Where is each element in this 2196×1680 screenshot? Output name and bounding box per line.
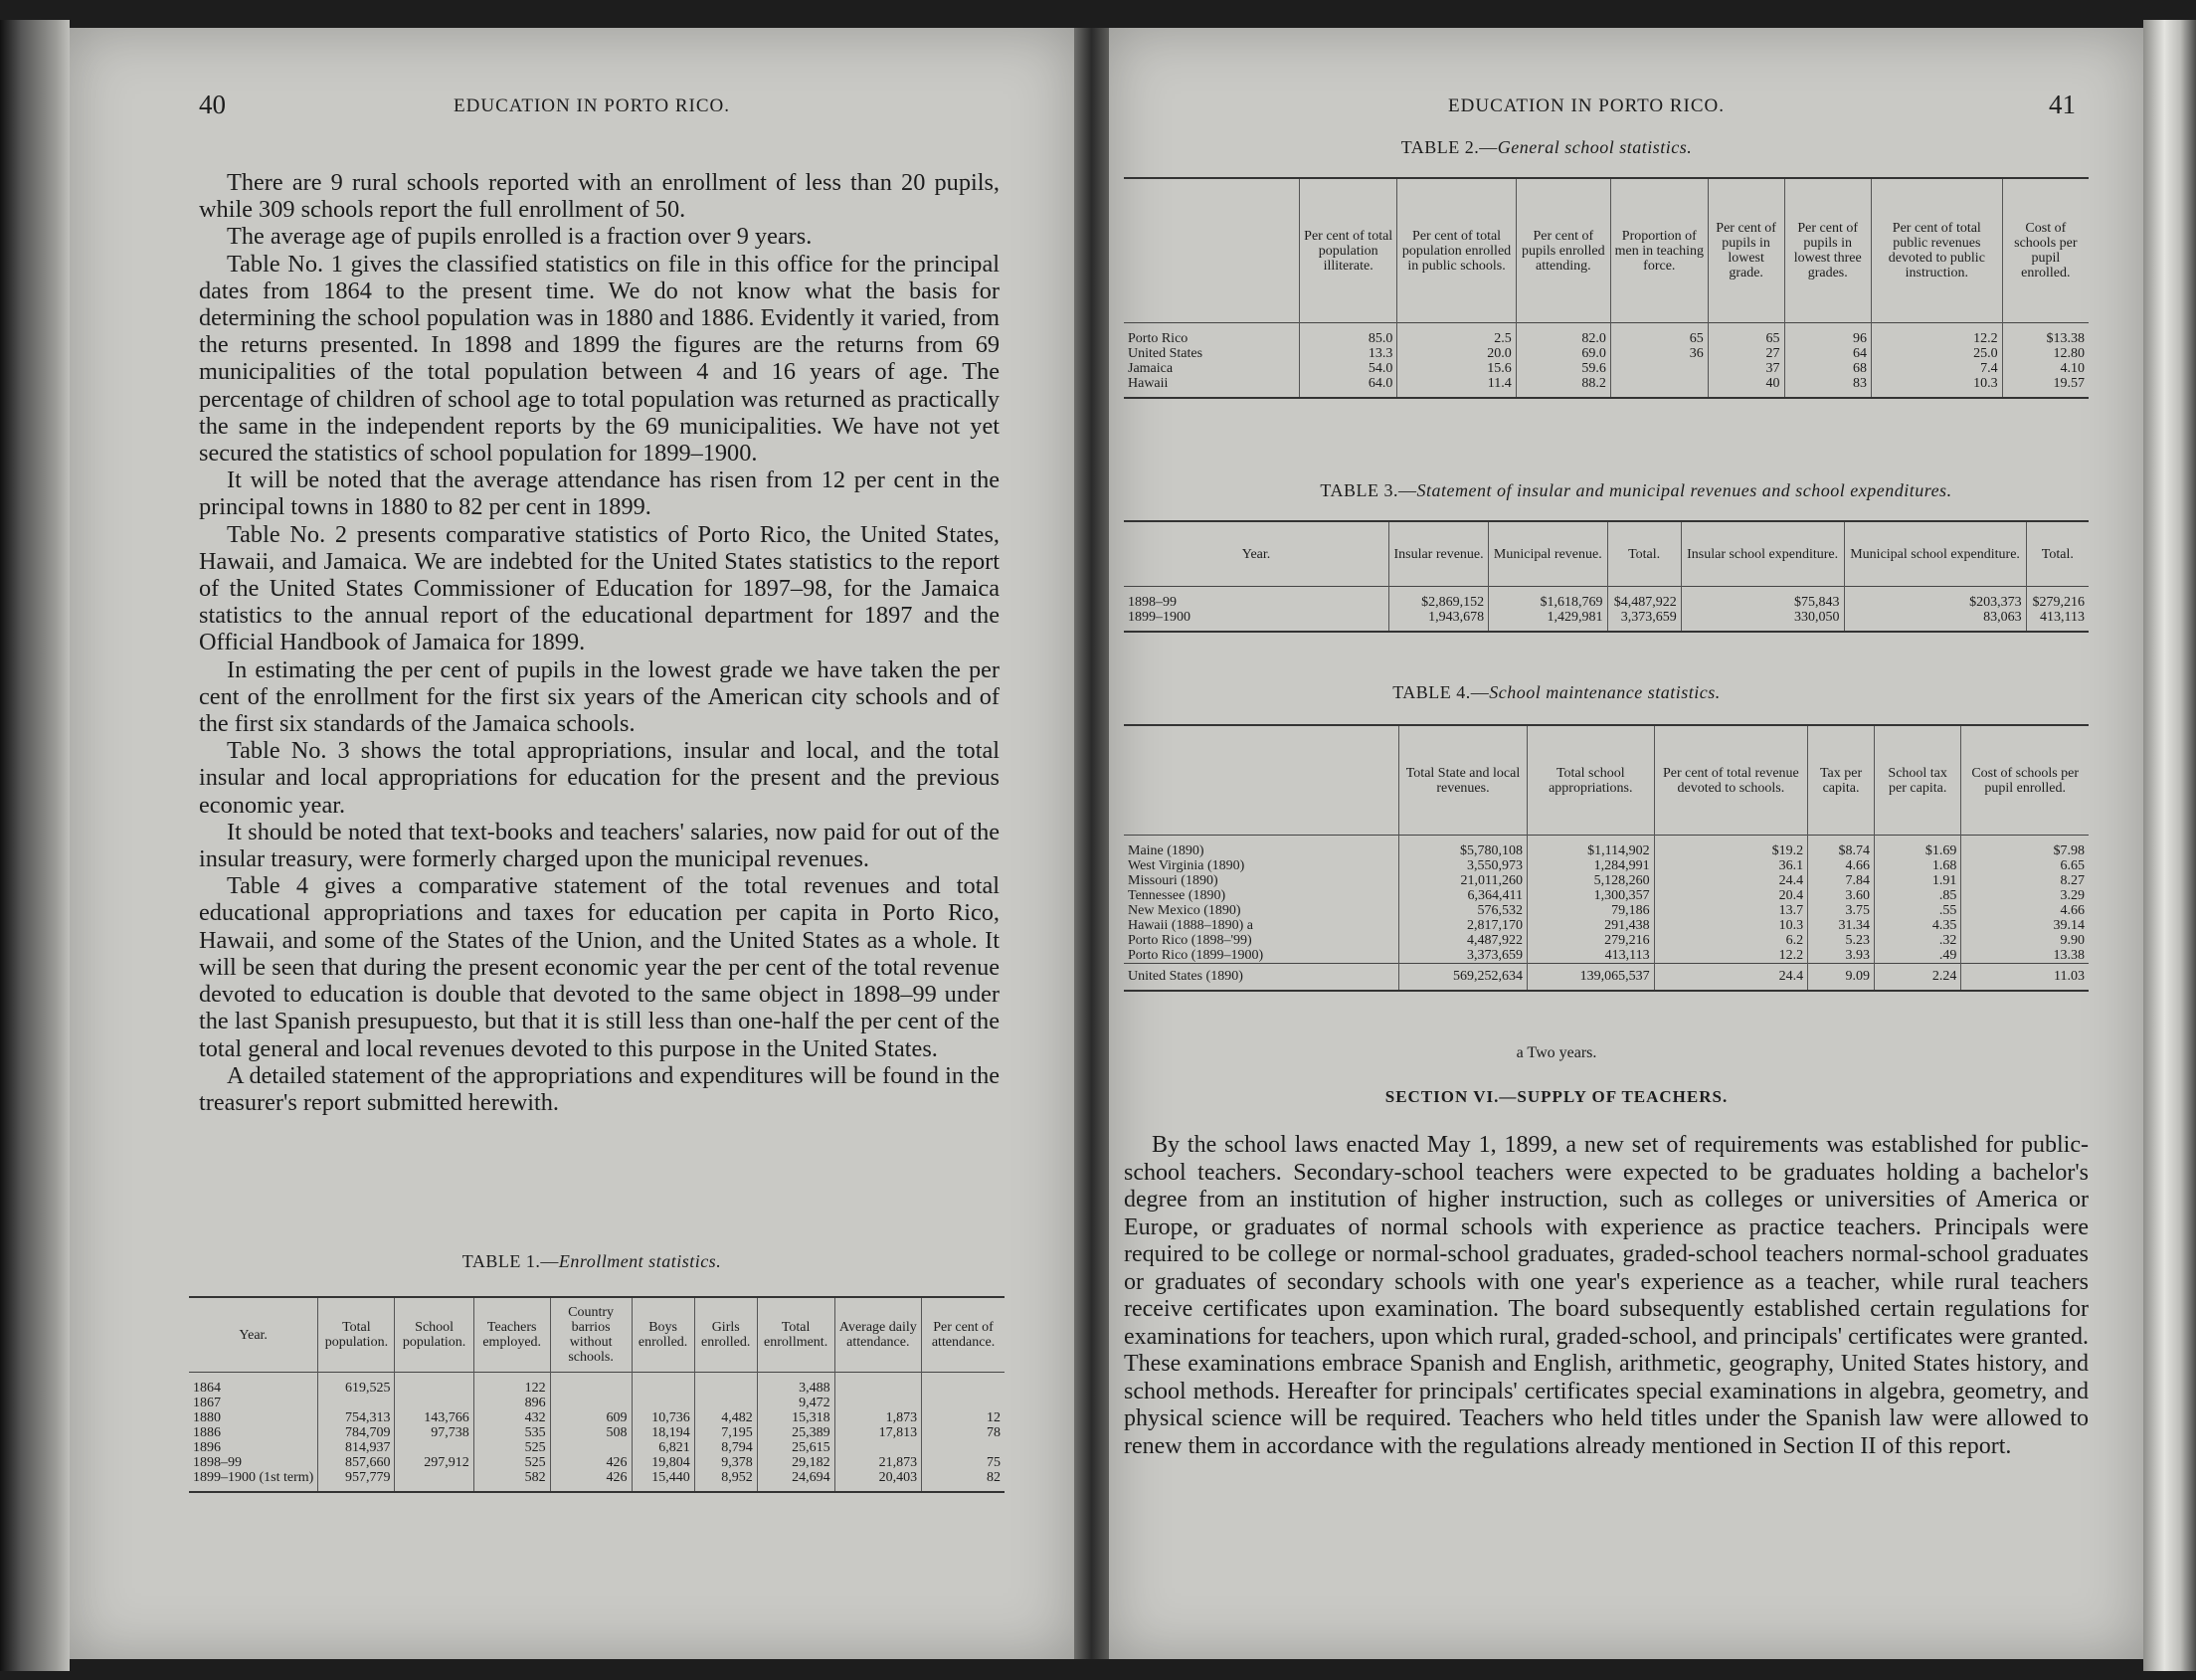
table3-revenues-expenditures xyxy=(1124,520,2089,633)
table-cell: 426 xyxy=(550,1470,632,1492)
table-cell: 6,364,411 xyxy=(1399,888,1528,903)
table-cell: 413,113 xyxy=(2026,610,2089,632)
table-cell: $2,869,152 xyxy=(1389,587,1489,611)
caption-prefix: TABLE 2.— xyxy=(1400,137,1498,157)
table-cell: 65 xyxy=(1610,323,1708,347)
col-header: Per cent of total population enrolled in public schools. xyxy=(1397,178,1516,323)
table-cell: 330,050 xyxy=(1681,610,1844,632)
table-cell: 4.66 xyxy=(1961,903,2089,918)
table-cell: 21,873 xyxy=(834,1455,921,1470)
caption-title: School maintenance statistics. xyxy=(1489,682,1721,702)
table-cell: 15.6 xyxy=(1397,361,1516,376)
table-cell: 36 xyxy=(1610,346,1708,361)
table-cell: .85 xyxy=(1874,888,1960,903)
table-cell: 426 xyxy=(550,1455,632,1470)
table-cell: $4,487,922 xyxy=(1607,587,1681,611)
col-header: Municipal revenue. xyxy=(1489,521,1607,587)
table-cell xyxy=(632,1396,694,1410)
table-cell: 1,873 xyxy=(834,1410,921,1425)
table-cell xyxy=(834,1373,921,1397)
table-cell: 10.3 xyxy=(1654,918,1807,933)
right-running-head xyxy=(1109,90,2143,129)
row-label: Hawaii (1888–1890) a xyxy=(1128,918,1253,933)
paragraph: Table No. 3 shows the total appropriations, insular and local, and the total insular and local appropriations for education for the present and the previous economic year. xyxy=(199,737,1000,819)
table-cell: 25,389 xyxy=(757,1425,834,1440)
table-row xyxy=(1124,610,2089,632)
table-cell: 1,429,981 xyxy=(1489,610,1607,632)
table-cell xyxy=(395,1470,473,1492)
table-cell: 82.0 xyxy=(1516,323,1610,347)
table-cell: 96 xyxy=(1784,323,1871,347)
table-cell xyxy=(694,1396,757,1410)
col-header: Cost of schools per pupil enrolled. xyxy=(1961,725,2089,836)
row-label: Maine (1890) xyxy=(1128,843,1204,858)
row-label: Porto Rico (1899–1900) xyxy=(1128,948,1264,963)
table-cell: 9,378 xyxy=(694,1455,757,1470)
table-cell: 4,482 xyxy=(694,1410,757,1425)
table-row xyxy=(1124,858,2089,873)
table-row xyxy=(1124,933,2089,948)
table-row xyxy=(189,1425,1005,1440)
row-label: 1880 xyxy=(193,1410,221,1425)
table-cell: 3,488 xyxy=(757,1373,834,1397)
table-cell xyxy=(834,1396,921,1410)
table-cell: 20.0 xyxy=(1397,346,1516,361)
col-header: Per cent of total population illiterate. xyxy=(1300,178,1397,323)
table2-caption xyxy=(1109,137,2143,158)
table-cell: 88.2 xyxy=(1516,376,1610,398)
table-cell: 10,736 xyxy=(632,1410,694,1425)
table-cell: $5,780,108 xyxy=(1399,836,1528,859)
table-cell: 10.3 xyxy=(1871,376,2002,398)
row-label: Tennessee (1890) xyxy=(1128,888,1226,903)
col-header: Total State and local revenues. xyxy=(1399,725,1528,836)
table-cell xyxy=(1610,376,1708,398)
row-label: 1899–1900 (1st term) xyxy=(193,1470,314,1485)
col-header: Teachers employed. xyxy=(473,1297,550,1373)
table-cell: 5.23 xyxy=(1808,933,1875,948)
col-header: School tax per capita. xyxy=(1874,725,1960,836)
table-cell: 13.7 xyxy=(1654,903,1807,918)
table-cell: 8.27 xyxy=(1961,873,2089,888)
table-row xyxy=(1124,376,2089,398)
table-cell: 784,709 xyxy=(318,1425,395,1440)
table-cell: 957,779 xyxy=(318,1470,395,1492)
row-label: 1864 xyxy=(193,1381,221,1396)
col-header: Country barrios without schools. xyxy=(550,1297,632,1373)
table-cell: $1,618,769 xyxy=(1489,587,1607,611)
col-header: Girls enrolled. xyxy=(694,1297,757,1373)
table-cell: 24.4 xyxy=(1654,964,1807,992)
table-cell xyxy=(922,1373,1005,1397)
paragraph: The average age of pupils enrolled is a fraction over 9 years. xyxy=(227,223,813,251)
table-cell: 20,403 xyxy=(834,1470,921,1492)
table-cell: 291,438 xyxy=(1527,918,1654,933)
row-label: 1896 xyxy=(193,1440,221,1455)
table-cell: 24.4 xyxy=(1654,873,1807,888)
table-cell: $1,114,902 xyxy=(1527,836,1654,859)
table-cell: $203,373 xyxy=(1844,587,2026,611)
table-cell: 97,738 xyxy=(395,1425,473,1440)
table-cell: 609 xyxy=(550,1410,632,1425)
caption-title: Statement of insular and municipal revenues and school expenditures. xyxy=(1416,480,1952,500)
table-cell: 4,487,922 xyxy=(1399,933,1528,948)
table-cell: 122 xyxy=(473,1373,550,1397)
table-cell: 75 xyxy=(922,1455,1005,1470)
table-row xyxy=(1124,836,2089,859)
paragraph: It will be noted that the average attendance has risen from 12 per cent in the principal towns in 1880 to 82 per cent in 1899. xyxy=(199,467,1000,521)
paragraph: By the school laws enacted May 1, 1899, a new set of requirements was established for public-school teachers. Secondary-school teachers were expected to be graduates holding a bachelor's degree from an institution of higher instruction, such as colleges or universities of America or Europe, or graduates of normal schools with experience as practice teachers. Principals were required to be college or normal-school graduates, graded-school teachers normal-school graduates or graduates of secondary schools with one year's experience as a teacher, while rural teachers receive certificates upon examination. The board subsequently established certain regulations for examinations for teachers, upon which rural, graded-school, and principals' certificates were granted. These examinations embrace Spanish and English, arithmetic, geography, United States history, and school methods. Hereafter for principals' certificates special examinations in algebra, geometry, and physical science will be required. Teachers who held titles under the Spanish law were allowed to renew them in accordance with the regulations already mentioned in Section II of this report. xyxy=(1124,1132,2089,1459)
table-cell: 27 xyxy=(1708,346,1784,361)
table-cell: 4.35 xyxy=(1874,918,1960,933)
table-row xyxy=(189,1396,1005,1410)
table-cell: 40 xyxy=(1708,376,1784,398)
table-cell xyxy=(395,1396,473,1410)
caption-title: General school statistics. xyxy=(1497,137,1693,157)
table-cell: 25,615 xyxy=(757,1440,834,1455)
col-header: Total. xyxy=(1607,521,1681,587)
table1-caption xyxy=(109,1251,1074,1272)
row-label: West Virginia (1890) xyxy=(1128,858,1245,873)
col-header: Per cent of total revenue devoted to schools. xyxy=(1654,725,1807,836)
table-row xyxy=(1124,587,2089,611)
table-cell: 3.60 xyxy=(1808,888,1875,903)
table-cell: 535 xyxy=(473,1425,550,1440)
table-cell: 1,300,357 xyxy=(1527,888,1654,903)
table-row xyxy=(189,1470,1005,1492)
left-page xyxy=(70,28,1074,1659)
table-cell: 4.10 xyxy=(2002,361,2089,376)
table-cell: $279,216 xyxy=(2026,587,2089,611)
table-row xyxy=(189,1440,1005,1455)
table-cell: 15,318 xyxy=(757,1410,834,1425)
table-cell: 65 xyxy=(1708,323,1784,347)
table-cell: 432 xyxy=(473,1410,550,1425)
table-row xyxy=(189,1410,1005,1425)
table-cell: 6.2 xyxy=(1654,933,1807,948)
table-cell: 83 xyxy=(1784,376,1871,398)
table-cell: 54.0 xyxy=(1300,361,1397,376)
table-cell: 21,011,260 xyxy=(1399,873,1528,888)
col-header: Total population. xyxy=(318,1297,395,1373)
caption-title: Enrollment statistics. xyxy=(558,1251,722,1271)
paragraph: A detailed statement of the appropriations and expenditures will be found in the treasurer's report submitted herewith. xyxy=(199,1061,1000,1116)
table-cell: 64.0 xyxy=(1300,376,1397,398)
col-header: Cost of schools per pupil enrolled. xyxy=(2002,178,2089,323)
table-cell: 279,216 xyxy=(1527,933,1654,948)
col-header: Per cent of pupils in lowest three grades. xyxy=(1784,178,1871,323)
col-header: Municipal school expenditure. xyxy=(1844,521,2026,587)
col-header: Per cent of pupils in lowest grade. xyxy=(1708,178,1784,323)
table-row xyxy=(1124,903,2089,918)
row-label: United States xyxy=(1128,346,1203,361)
row-label: New Mexico (1890) xyxy=(1128,903,1241,918)
table-cell: 2.24 xyxy=(1874,964,1960,992)
table-cell: 4.66 xyxy=(1808,858,1875,873)
col-header: Tax per capita. xyxy=(1808,725,1875,836)
table4-footnote: a Two years. xyxy=(1516,1044,1597,1061)
caption-prefix: TABLE 3.— xyxy=(1320,480,1417,500)
table-cell: 569,252,634 xyxy=(1399,964,1528,992)
col-header: Total. xyxy=(2026,521,2089,587)
table-total-row xyxy=(1124,964,2089,992)
table-cell: 19.57 xyxy=(2002,376,2089,398)
table4-caption xyxy=(1109,682,2143,703)
table-cell xyxy=(550,1373,632,1397)
paragraph: It should be noted that text-books and teachers' salaries, now paid for out of the insular treasury, were formerly charged upon the municipal revenues. xyxy=(199,818,1000,873)
table-cell: 5,128,260 xyxy=(1527,873,1654,888)
table-cell xyxy=(922,1396,1005,1410)
table-cell: 9.90 xyxy=(1961,933,2089,948)
left-running-head xyxy=(70,90,1074,129)
paragraph: Table 4 gives a comparative statement of the total revenues and total educational appropriations and taxes for education per capita in Porto Rico, Hawaii, and some of the States of the Union, and the United States as a whole. It will be seen that during the present economic year the per cent of the total revenue devoted to education is double that devoted to the same object in 1898–99 under the last Spanish presupuesto, but that it is still less than one-half the per cent of the total general and local revenues devoted to this purpose in the United States. xyxy=(199,872,1000,1062)
table-cell xyxy=(395,1373,473,1397)
table-cell: 12 xyxy=(922,1410,1005,1425)
table-cell: 68 xyxy=(1784,361,1871,376)
table-cell: 78 xyxy=(922,1425,1005,1440)
table-cell: 143,766 xyxy=(395,1410,473,1425)
table-row xyxy=(1124,361,2089,376)
table-cell: 3.93 xyxy=(1808,948,1875,964)
col-header: Insular revenue. xyxy=(1389,521,1489,587)
table-cell: $19.2 xyxy=(1654,836,1807,859)
table2-general-school-statistics xyxy=(1124,177,2089,399)
col-header: Year. xyxy=(239,1327,268,1343)
left-body-text xyxy=(199,169,1000,1116)
table-cell: 9,472 xyxy=(757,1396,834,1410)
table-cell: 576,532 xyxy=(1399,903,1528,918)
table-cell: .55 xyxy=(1874,903,1960,918)
row-label: United States (1890) xyxy=(1124,964,1399,992)
table-cell: $7.98 xyxy=(1961,836,2089,859)
table-cell: 525 xyxy=(473,1440,550,1455)
row-label: 1899–1900 xyxy=(1128,610,1190,625)
table-cell: 24,694 xyxy=(757,1470,834,1492)
table-cell xyxy=(694,1373,757,1397)
book-gutter xyxy=(1074,28,1109,1659)
table-cell xyxy=(318,1396,395,1410)
table-cell xyxy=(1610,361,1708,376)
table-cell: 8,794 xyxy=(694,1440,757,1455)
table-cell xyxy=(834,1440,921,1455)
row-label: 1898–99 xyxy=(193,1455,242,1470)
table-row xyxy=(1124,873,2089,888)
table-cell: 83,063 xyxy=(1844,610,2026,632)
table-cell: 7.84 xyxy=(1808,873,1875,888)
table-cell: 619,525 xyxy=(318,1373,395,1397)
table1-enrollment-statistics xyxy=(189,1296,1005,1493)
table-cell: 13.3 xyxy=(1300,346,1397,361)
table-cell: 11.03 xyxy=(1961,964,2089,992)
table-cell: 413,113 xyxy=(1527,948,1654,964)
table-cell: 896 xyxy=(473,1396,550,1410)
table-cell xyxy=(632,1373,694,1397)
row-label: Jamaica xyxy=(1128,361,1174,376)
running-title: EDUCATION IN PORTO RICO. xyxy=(1448,95,1725,116)
table-row xyxy=(1124,918,2089,933)
table-cell: 12.80 xyxy=(2002,346,2089,361)
paragraph: Table No. 2 presents comparative statistics of Porto Rico, the United States, Hawaii, and Jamaica. We are indebted for the United States statistics to the report of the United States Commissioner of Education for 1897–98, for the Jamaica statistics to the annual report of the educational department for 1897 and the Official Handbook of Jamaica for 1899. xyxy=(199,520,1000,656)
col-header: Year. xyxy=(1241,546,1271,562)
paragraph: In estimating the per cent of pupils in the lowest grade we have taken the per cent of the enrollment for the first six years of the American city schools and of the first six standards of the Jamaica schools. xyxy=(199,655,1000,738)
table-cell: 17,813 xyxy=(834,1425,921,1440)
table-cell: 39.14 xyxy=(1961,918,2089,933)
table-cell: 814,937 xyxy=(318,1440,395,1455)
table-row xyxy=(189,1373,1005,1397)
table-cell: 11.4 xyxy=(1397,376,1516,398)
table4-header-row xyxy=(1124,725,2089,836)
right-page xyxy=(1109,28,2143,1659)
table-row xyxy=(189,1455,1005,1470)
table-cell: 297,912 xyxy=(395,1455,473,1470)
table-cell: 25.0 xyxy=(1871,346,2002,361)
col-header: Per cent of attendance. xyxy=(922,1297,1005,1373)
table-cell: 3.75 xyxy=(1808,903,1875,918)
col-header: Average daily attendance. xyxy=(834,1297,921,1373)
table-cell: 3.29 xyxy=(1961,888,2089,903)
table-cell: 3,550,973 xyxy=(1399,858,1528,873)
table-cell: 59.6 xyxy=(1516,361,1610,376)
col-header xyxy=(1124,178,1300,323)
caption-prefix: TABLE 4.— xyxy=(1392,682,1490,702)
row-label: 1886 xyxy=(193,1425,221,1440)
table-cell: 79,186 xyxy=(1527,903,1654,918)
col-header: Insular school expenditure. xyxy=(1681,521,1844,587)
table-cell: 19,804 xyxy=(632,1455,694,1470)
col-header: Per cent of pupils enrolled attending. xyxy=(1516,178,1610,323)
table1-header-row xyxy=(189,1297,1005,1373)
table-cell: 6,821 xyxy=(632,1440,694,1455)
table-cell xyxy=(922,1440,1005,1455)
table3-header-row xyxy=(1124,521,2089,587)
table-cell: 18,194 xyxy=(632,1425,694,1440)
table-cell: 2,817,170 xyxy=(1399,918,1528,933)
book-right-edge xyxy=(2143,20,2196,1671)
table-cell: .32 xyxy=(1874,933,1960,948)
table3-caption xyxy=(1129,480,2143,501)
table-cell xyxy=(395,1440,473,1455)
col-header: Per cent of total public revenues devoted to public instruction. xyxy=(1871,178,2002,323)
table-cell xyxy=(550,1440,632,1455)
table-cell: 582 xyxy=(473,1470,550,1492)
table-cell: 7.4 xyxy=(1871,361,2002,376)
table-cell: 9.09 xyxy=(1808,964,1875,992)
col-header xyxy=(1124,725,1399,836)
paragraph: Table No. 1 gives the classified statistics on file in this office for the principal dates from 1864 to the present time. We do not know what the basis for determining the school population was in 1880 and 1886. Evidently it varied, from the returns presented. In 1898 and 1899 the figures are the returns from 69 municipalities of the total population between 4 and 16 years of age. The percentage of children of school age to total population was returned as practically the same in the independent reports by the 69 municipalities. We have not yet secured the statistics of school population for 1899–1900. xyxy=(199,250,1000,467)
table-cell: $13.38 xyxy=(2002,323,2089,347)
table-cell: $1.69 xyxy=(1874,836,1960,859)
table-row xyxy=(1124,323,2089,347)
table-cell: 508 xyxy=(550,1425,632,1440)
table-cell: 1,943,678 xyxy=(1389,610,1489,632)
table-cell: $75,843 xyxy=(1681,587,1844,611)
table-cell: 525 xyxy=(473,1455,550,1470)
row-label: Missouri (1890) xyxy=(1128,873,1218,888)
table-cell: 2.5 xyxy=(1397,323,1516,347)
table4-school-maintenance-statistics xyxy=(1124,724,2089,992)
table2-header-row xyxy=(1124,178,2089,323)
row-label: 1898–99 xyxy=(1128,595,1177,610)
table-row xyxy=(1124,888,2089,903)
table-cell: $8.74 xyxy=(1808,836,1875,859)
table-cell: .49 xyxy=(1874,948,1960,964)
table-cell: 1.68 xyxy=(1874,858,1960,873)
paragraph: There are 9 rural schools reported with an enrollment of less than 20 pupils, while 309 schools report the full enrollment of 50. xyxy=(199,169,1000,224)
table-cell: 13.38 xyxy=(1961,948,2089,964)
table-cell: 139,065,537 xyxy=(1527,964,1654,992)
table-cell: 1,284,991 xyxy=(1527,858,1654,873)
table-cell xyxy=(550,1396,632,1410)
section-heading: SECTION VI.—SUPPLY OF TEACHERS. xyxy=(1384,1087,1729,1106)
table-cell: 64 xyxy=(1784,346,1871,361)
table-cell: 36.1 xyxy=(1654,858,1807,873)
table-row xyxy=(1124,346,2089,361)
running-title: EDUCATION IN PORTO RICO. xyxy=(454,95,730,116)
table-cell: 15,440 xyxy=(632,1470,694,1492)
table-cell: 7,195 xyxy=(694,1425,757,1440)
col-header: Total school appropriations. xyxy=(1527,725,1654,836)
table-cell: 12.2 xyxy=(1654,948,1807,964)
table-cell: 8,952 xyxy=(694,1470,757,1492)
table-cell: 12.2 xyxy=(1871,323,2002,347)
table-cell: 3,373,659 xyxy=(1399,948,1528,964)
col-header: Total enrollment. xyxy=(757,1297,834,1373)
table-cell: 82 xyxy=(922,1470,1005,1492)
table-cell: 857,660 xyxy=(318,1455,395,1470)
table-cell: 31.34 xyxy=(1808,918,1875,933)
row-label: Porto Rico (1898–'99) xyxy=(1128,933,1252,948)
row-label: Hawaii xyxy=(1128,376,1169,391)
table-cell: 1.91 xyxy=(1874,873,1960,888)
col-header: Proportion of men in teaching force. xyxy=(1610,178,1708,323)
table-cell: 754,313 xyxy=(318,1410,395,1425)
book-left-edge xyxy=(0,20,70,1671)
col-header: Boys enrolled. xyxy=(632,1297,694,1373)
table-row xyxy=(1124,948,2089,964)
table-cell: 37 xyxy=(1708,361,1784,376)
page-number: 40 xyxy=(199,90,226,119)
right-body-text xyxy=(1124,1132,2089,1460)
caption-prefix: TABLE 1.— xyxy=(461,1251,559,1271)
row-label: 1867 xyxy=(193,1396,221,1410)
table-cell: 6.65 xyxy=(1961,858,2089,873)
col-header: School population. xyxy=(395,1297,473,1373)
table-cell: 3,373,659 xyxy=(1607,610,1681,632)
table-cell: 29,182 xyxy=(757,1455,834,1470)
table-cell: 20.4 xyxy=(1654,888,1807,903)
table-cell: 85.0 xyxy=(1300,323,1397,347)
row-label: Porto Rico xyxy=(1128,331,1189,346)
table-cell: 69.0 xyxy=(1516,346,1610,361)
page-number: 41 xyxy=(2049,90,2076,119)
